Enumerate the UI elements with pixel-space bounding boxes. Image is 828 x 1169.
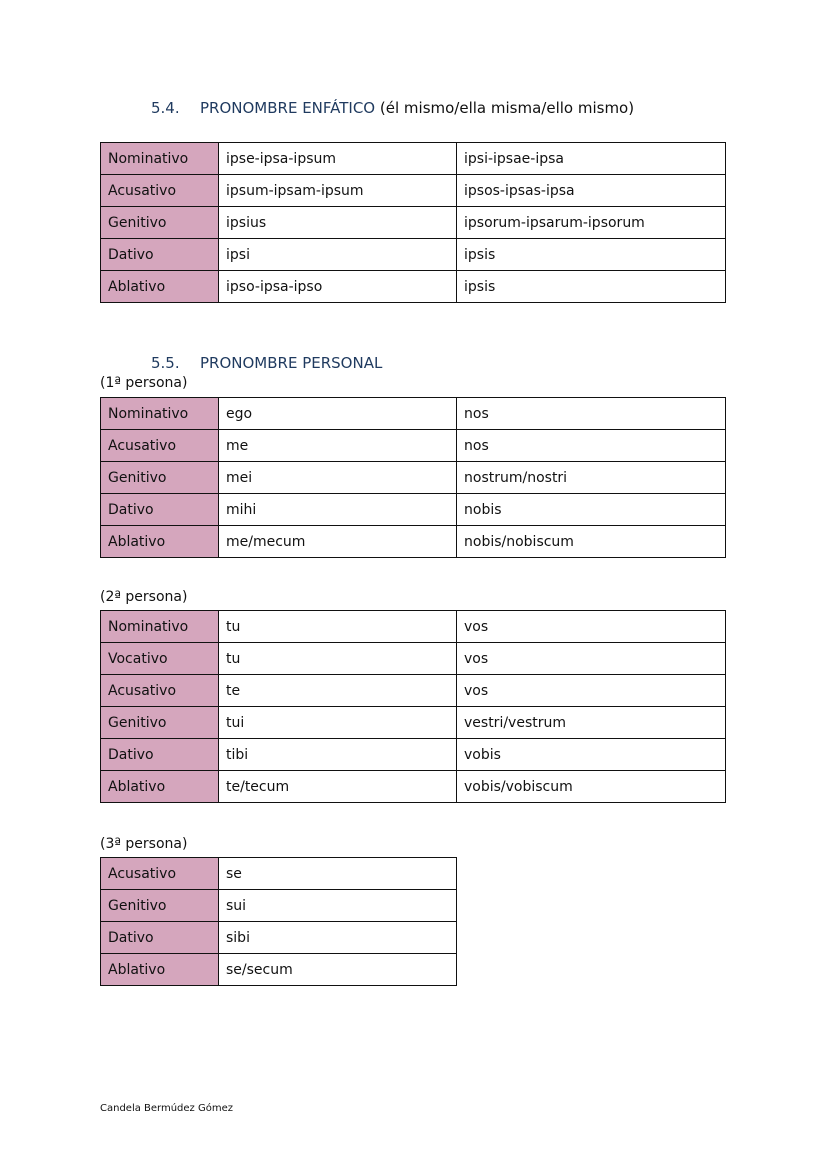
first-person-table xyxy=(100,397,726,558)
table-row xyxy=(101,858,457,890)
case-cell: Dativo xyxy=(101,922,219,954)
case-cell: Nominativo xyxy=(101,143,219,175)
section-title: PRONOMBRE ENFÁTICO xyxy=(200,99,376,117)
table-row xyxy=(101,526,726,558)
plural-cell: nostrum/nostri xyxy=(457,462,726,494)
enfatico-table xyxy=(100,142,726,303)
table-row xyxy=(101,771,726,803)
table-row xyxy=(101,675,726,707)
singular-cell: tibi xyxy=(219,739,457,771)
plural-cell: vobis/vobiscum xyxy=(457,771,726,803)
case-cell: Acusativo xyxy=(101,675,219,707)
singular-cell: ipsius xyxy=(219,207,457,239)
plural-cell: vobis xyxy=(457,739,726,771)
case-cell: Acusativo xyxy=(101,858,219,890)
table-row xyxy=(101,494,726,526)
singular-cell: te/tecum xyxy=(219,771,457,803)
case-cell: Acusativo xyxy=(101,175,219,207)
plural-cell: ipsorum-ipsarum-ipsorum xyxy=(457,207,726,239)
case-cell: Vocativo xyxy=(101,643,219,675)
plural-cell: nobis/nobiscum xyxy=(457,526,726,558)
plural-cell: ipsos-ipsas-ipsa xyxy=(457,175,726,207)
case-cell: Genitivo xyxy=(101,890,219,922)
plural-cell: ipsis xyxy=(457,271,726,303)
table-row xyxy=(101,207,726,239)
case-cell: Nominativo xyxy=(101,611,219,643)
singular-cell: te xyxy=(219,675,457,707)
singular-cell: tu xyxy=(219,611,457,643)
table-row xyxy=(101,271,726,303)
case-cell: Dativo xyxy=(101,739,219,771)
case-cell: Ablativo xyxy=(101,771,219,803)
table-row xyxy=(101,643,726,675)
plural-cell: nobis xyxy=(457,494,726,526)
singular-cell: ipse-ipsa-ipsum xyxy=(219,143,457,175)
singular-cell: ipsi xyxy=(219,239,457,271)
section-title: PRONOMBRE PERSONAL xyxy=(200,354,383,372)
plural-cell: ipsis xyxy=(457,239,726,271)
second-person-label: (2ª persona) xyxy=(100,589,188,605)
singular-cell: me xyxy=(219,430,457,462)
section-heading-personal xyxy=(151,354,382,372)
plural-cell: nos xyxy=(457,398,726,430)
plural-cell: vestri/vestrum xyxy=(457,707,726,739)
case-cell: Ablativo xyxy=(101,526,219,558)
case-cell: Ablativo xyxy=(101,954,219,986)
case-cell: Nominativo xyxy=(101,398,219,430)
section-subtitle: (él mismo/ella misma/ello mismo) xyxy=(379,99,635,117)
section-number: 5.4. xyxy=(151,99,180,117)
form-cell: se/secum xyxy=(219,954,457,986)
form-cell: se xyxy=(219,858,457,890)
singular-cell: ipsum-ipsam-ipsum xyxy=(219,175,457,207)
singular-cell: mihi xyxy=(219,494,457,526)
case-cell: Dativo xyxy=(101,239,219,271)
footer-author: Candela Bermúdez Gómez xyxy=(100,1103,233,1114)
singular-cell: tui xyxy=(219,707,457,739)
plural-cell: vos xyxy=(457,611,726,643)
third-person-label: (3ª persona) xyxy=(100,836,188,852)
table-row xyxy=(101,143,726,175)
singular-cell: tu xyxy=(219,643,457,675)
plural-cell: nos xyxy=(457,430,726,462)
form-cell: sibi xyxy=(219,922,457,954)
table-row xyxy=(101,462,726,494)
second-person-table xyxy=(100,610,726,803)
table-row xyxy=(101,922,457,954)
plural-cell: vos xyxy=(457,675,726,707)
form-cell: sui xyxy=(219,890,457,922)
case-cell: Ablativo xyxy=(101,271,219,303)
section-heading-enfatico xyxy=(151,99,634,117)
plural-cell: ipsi-ipsae-ipsa xyxy=(457,143,726,175)
table-row xyxy=(101,398,726,430)
case-cell: Genitivo xyxy=(101,462,219,494)
case-cell: Dativo xyxy=(101,494,219,526)
section-number: 5.5. xyxy=(151,354,180,372)
singular-cell: me/mecum xyxy=(219,526,457,558)
third-person-table xyxy=(100,857,457,986)
case-cell: Genitivo xyxy=(101,207,219,239)
case-cell: Genitivo xyxy=(101,707,219,739)
table-row xyxy=(101,430,726,462)
case-cell: Acusativo xyxy=(101,430,219,462)
table-row xyxy=(101,707,726,739)
table-row xyxy=(101,175,726,207)
singular-cell: mei xyxy=(219,462,457,494)
table-row xyxy=(101,611,726,643)
plural-cell: vos xyxy=(457,643,726,675)
table-row xyxy=(101,890,457,922)
singular-cell: ipso-ipsa-ipso xyxy=(219,271,457,303)
first-person-label: (1ª persona) xyxy=(100,375,188,391)
singular-cell: ego xyxy=(219,398,457,430)
table-row xyxy=(101,739,726,771)
table-row xyxy=(101,954,457,986)
table-row xyxy=(101,239,726,271)
